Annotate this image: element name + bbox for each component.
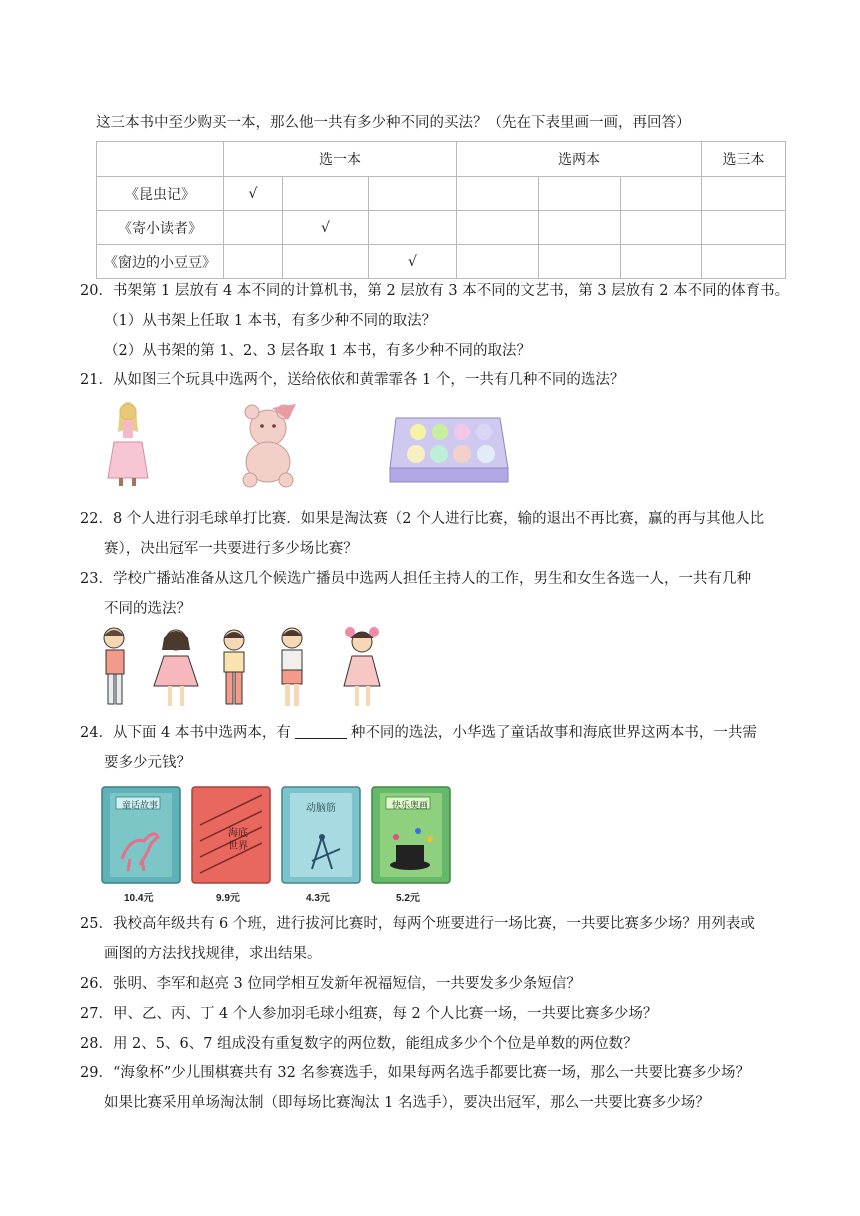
table-cell: [621, 245, 702, 279]
table-cell: [539, 245, 621, 279]
question-29-line-2: 如果比赛采用单场淘汰制（即每场比赛淘汰 1 名选手），要决出冠军，那么一共要比赛多少场？: [104, 1095, 710, 1111]
question-22-line-2: 赛），决出冠军一共要进行多少场比赛？: [104, 541, 358, 557]
boy-icon: [282, 628, 302, 706]
row-label: 《寄小读者》: [97, 211, 224, 245]
question-20-part-1: （1）从书架上任取 1 本书，有多少种不同的取法？: [104, 313, 437, 329]
row-label: 《昆虫记》: [97, 177, 224, 211]
table-cell: √: [224, 177, 283, 211]
ball-box-icon: [390, 418, 508, 482]
question-20-part-2: （2）从书架的第 1、2、3 层各取 1 本书，有多少种不同的取法？: [104, 343, 532, 359]
table-cell: [702, 211, 786, 245]
answer-blank[interactable]: [295, 723, 347, 739]
table-header-choose-two: 选两本: [457, 142, 702, 177]
question-28: 28．用 2、5、6、7 组成没有重复数字的两位数，能组成多少个个位是单数的两位数？: [80, 1036, 638, 1052]
book-price: 4.3元: [306, 893, 330, 904]
table-header-corner: [97, 142, 224, 177]
table-row: [97, 177, 786, 211]
intro-line: 这三本书中至少购买一本，那么他一共有多少种不同的买法？（先在下表里画一画，再回答）: [96, 115, 691, 131]
question-29-line-1: 29．“海象杯”少儿围棋赛共有 32 名参赛选手，如果每两名选手都要比赛一场，那么一共要比赛多少场？: [80, 1065, 750, 1081]
question-25-line-2: 画图的方法找找规律，求出结果。: [104, 946, 322, 962]
question-25-line-1: 25．我校高年级共有 6 个班，进行拔河比赛时，每两个班要进行一场比赛，一共要比赛多少场？用列表或: [80, 916, 755, 932]
book-price: 5.2元: [396, 893, 420, 904]
boy-icon: [224, 630, 244, 704]
question-24-text-b: 种不同的选法，小华选了童话故事和海底世界这两本书，一共需: [350, 725, 757, 741]
table-cell: [539, 177, 621, 211]
doll-icon: [108, 402, 148, 486]
table-cell: [621, 177, 702, 211]
table-cell: √: [369, 245, 457, 279]
selection-table: [96, 141, 786, 279]
table-row: [97, 245, 786, 279]
book-price: 9.9元: [216, 893, 240, 904]
book-title: 童话故事: [121, 801, 158, 811]
book-title: 动脑筋: [306, 803, 336, 814]
table-cell: [283, 245, 369, 279]
question-23-line-1: 23．学校广播站准备从这几个候选广播员中选两人担任主持人的工作，男生和女生各选一人，一共有几种: [80, 571, 751, 587]
girl-icon: [154, 630, 198, 706]
table-cell: [369, 211, 457, 245]
table-cell: √: [283, 211, 369, 245]
table-cell: [457, 245, 539, 279]
book-price: 10.4元: [124, 893, 154, 904]
table-cell: [224, 245, 283, 279]
boy-icon: [104, 628, 124, 704]
table-cell: [369, 177, 457, 211]
table-cell: [457, 211, 539, 245]
question-24-line-2: 要多少元钱？: [104, 755, 191, 771]
table-header-choose-one: 选一本: [224, 142, 457, 177]
question-21: 21．从如图三个玩具中选两个，送给依依和黄霏霏各 1 个，一共有几种不同的选法？: [80, 372, 625, 388]
table-cell: [539, 211, 621, 245]
question-26: 26．张明、李军和赵亮 3 位同学相互发新年祝福短信，一共要发多少条短信？: [80, 976, 581, 992]
question-23-line-2: 不同的选法？: [104, 601, 191, 617]
question-27: 27．甲、乙、丙、丁 4 个人参加羽毛球小组赛，每 2 个人比赛一场，一共要比赛多少场？: [80, 1006, 658, 1022]
table-cell: [457, 177, 539, 211]
question-20: 20．书架第 1 层放有 4 本不同的计算机书，第 2 层放有 3 本不同的文艺书，第 3 层放有 2 本不同的体育书。: [80, 283, 790, 299]
table-cell: [283, 177, 369, 211]
candidates-figure: [100, 624, 390, 716]
book-title: 海底 世界: [228, 828, 248, 852]
table-cell: [702, 245, 786, 279]
table-cell: [702, 177, 786, 211]
teddy-bear-icon: [243, 404, 296, 487]
question-24-line-1: [80, 723, 757, 743]
table-cell: [621, 211, 702, 245]
girl-icon: [344, 627, 380, 706]
question-22-line-1: 22．8 个人进行羽毛球单打比赛．如果是淘汰赛（2 个人进行比赛，输的退出不再比赛，赢的再与其他人比: [80, 511, 765, 527]
row-label: 《窗边的小豆豆》: [97, 245, 224, 279]
table-row: [97, 211, 786, 245]
toys-figure: [100, 398, 510, 490]
table-cell: [224, 211, 283, 245]
book-title: 快乐奥画: [391, 801, 428, 811]
books-figure: [100, 785, 460, 903]
question-24-text-a: 24．从下面 4 本书中选两本，有: [80, 725, 291, 741]
table-header-choose-three: 选三本: [702, 142, 786, 177]
